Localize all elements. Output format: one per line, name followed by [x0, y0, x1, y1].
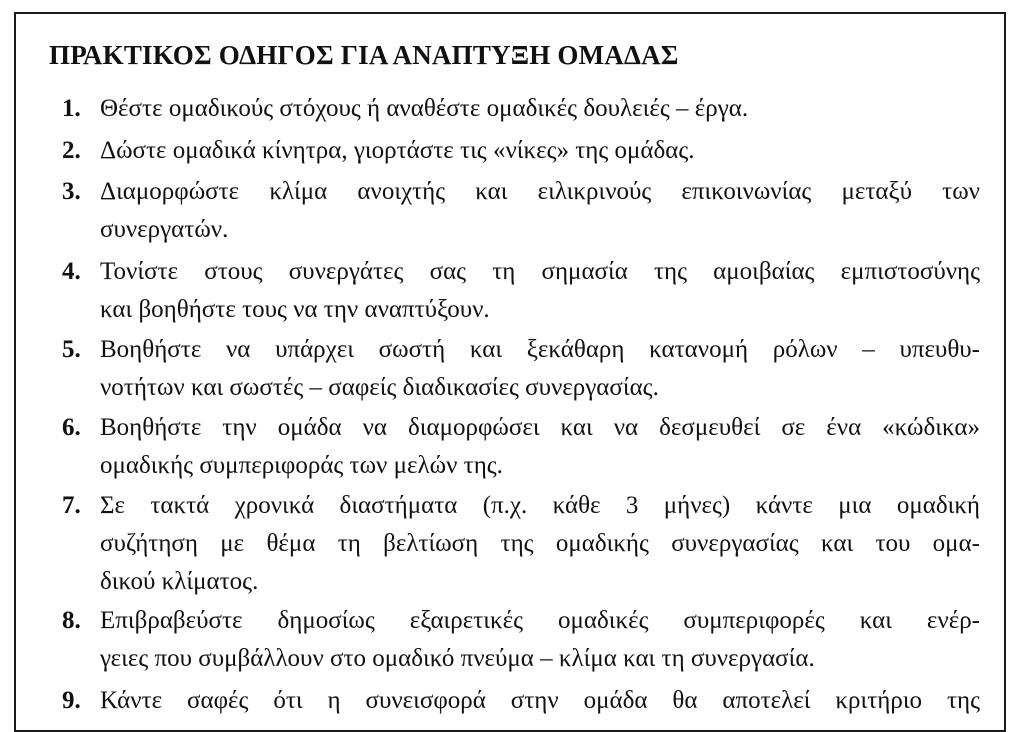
- item-text-line: Τονίστε στους συνεργάτες σας τη σημασία της αμοιβαίας εμπιστοσύνης: [100, 258, 980, 285]
- item-text-line: δικού κλίματος.: [100, 568, 259, 595]
- item-text: [100, 682, 980, 720]
- item-text-line: Θέστε ομαδικούς στόχους ή αναθέστε ομαδικές δουλειές – έργα.: [100, 95, 749, 122]
- item-number: 4.: [62, 258, 81, 285]
- item-number: 1.: [62, 95, 81, 122]
- item-text: [100, 90, 980, 128]
- item-text-line: συζήτηση με θέμα τη βελτίωση της ομαδικής συνεργασίας και του ομα-: [100, 530, 980, 557]
- item-number: 3.: [62, 178, 81, 205]
- item-text: [100, 253, 980, 329]
- item-text: [100, 331, 980, 407]
- item-text-line: συνεργατών.: [100, 216, 229, 243]
- item-text: [100, 487, 980, 601]
- item-number: 5.: [62, 336, 81, 363]
- item-number: 9.: [62, 687, 81, 714]
- item-number: 7.: [62, 492, 81, 519]
- item-text-line: νοτήτων και σωστές – σαφείς διαδικασίες συνεργασίας.: [100, 374, 659, 401]
- item-text: [100, 409, 980, 485]
- item-text-line: Επιβραβεύστε δημοσίως εξαιρετικές ομαδικές συμπεριφορές και ενέρ-: [100, 607, 980, 634]
- item-text: [100, 132, 980, 170]
- item-number: 2.: [62, 137, 81, 164]
- item-text-line: Βοηθήστε την ομάδα να διαμορφώσει και να δεσμευθεί σε ένα «κώδικα»: [100, 414, 980, 441]
- item-number: 6.: [62, 414, 81, 441]
- item-text-line: Διαμορφώστε κλίμα ανοιχτής και ειλικρινούς επικοινωνίας μεταξύ των: [100, 178, 980, 205]
- item-text-line: Βοηθήστε να υπάρχει σωστή και ξεκάθαρη κατανομή ρόλων – υπευθυ-: [100, 336, 980, 363]
- item-text-line: ομαδικής συμπεριφοράς των μελών της.: [100, 452, 503, 479]
- item-text: [100, 602, 980, 678]
- item-number: 8.: [62, 607, 81, 634]
- item-text-line: Σε τακτά χρονικά διαστήματα (π.χ. κάθε 3 μήνες) κάντε μια ομαδική: [100, 492, 980, 519]
- document-title: ΠΡΑΚΤΙΚΟΣ ΟΔΗΓΟΣ ΓΙΑ ΑΝΑΠΤΥΞΗ ΟΜΑΔΑΣ: [49, 40, 679, 70]
- item-text-line: και βοηθήστε τους να την αναπτύξουν.: [100, 296, 490, 323]
- item-text-line: Κάντε σαφές ότι η συνεισφορά στην ομάδα θα αποτελεί κριτήριο της: [100, 687, 980, 714]
- item-text-line: Δώστε ομαδικά κίνητρα, γιορτάστε τις «νίκες» της ομάδας.: [100, 137, 695, 164]
- item-text-line: γειες που συμβάλλουν στο ομαδικό πνεύμα – κλίμα και τη συνεργασία.: [100, 645, 815, 672]
- item-text: [100, 173, 980, 249]
